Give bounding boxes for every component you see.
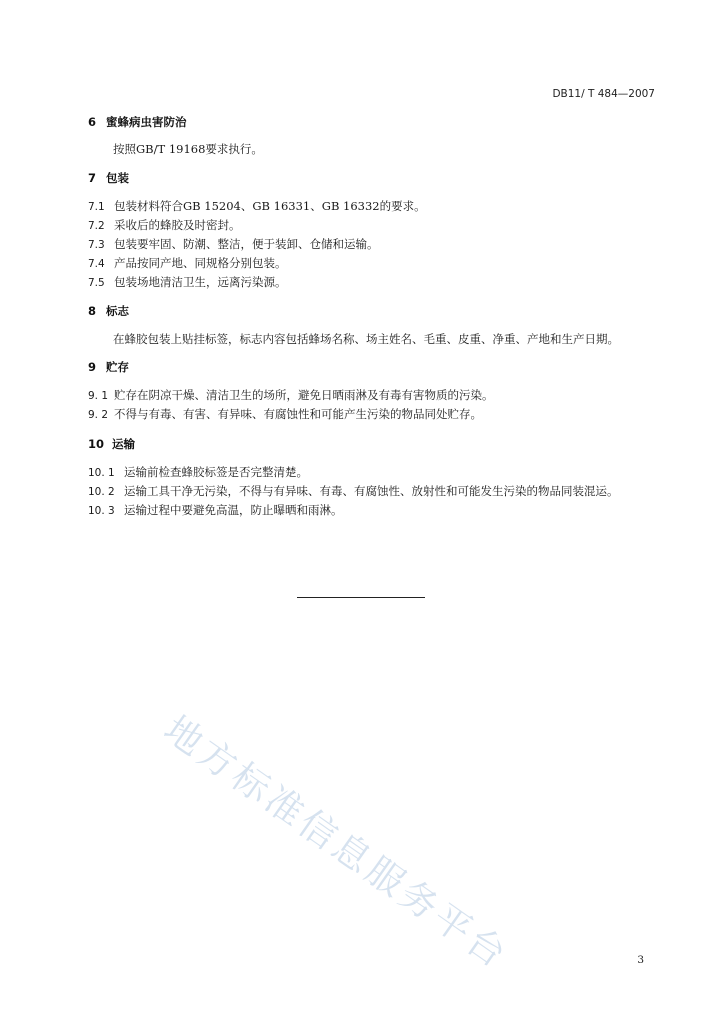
clause-number: 9. 2 [88, 409, 109, 421]
section-number: 8 [88, 304, 97, 318]
clause-number: 10. 3 [88, 505, 115, 517]
page-number: 3 [637, 954, 644, 966]
clause-7-1 [88, 198, 426, 214]
clause-text: 包装材料符合GB 15204、GB 16331、GB 16332的要求。 [114, 199, 426, 213]
clause-text: 运输工具干净无污染，不得与有异味、有毒、有腐蚀性、放射性和可能发生污染的物品同装混运。 [124, 484, 619, 498]
section-title: 包装 [106, 171, 129, 185]
section-6-heading [88, 114, 187, 130]
document-code: DB11/ T 484—2007 [552, 88, 655, 100]
section-title: 贮存 [106, 360, 129, 374]
clause-text: 不得与有毒、有害、有异味、有腐蚀性和可能产生污染的物品同处贮存。 [114, 407, 482, 421]
clause-number: 7.1 [88, 201, 105, 213]
clause-7-5 [88, 274, 287, 290]
clause-10-3 [88, 502, 343, 518]
clause-10-2 [88, 483, 619, 499]
clause-number: 7.3 [88, 239, 105, 251]
watermark-text: 地方标准信息服务平台 [156, 707, 517, 978]
section-6-body: 按照GB/T 19168要求执行。 [113, 142, 263, 156]
clause-number: 9. 1 [88, 390, 109, 402]
clause-text: 包装要牢固、防潮、整洁，便于装卸、仓储和运输。 [114, 237, 379, 251]
clause-text: 产品按同产地、同规格分别包装。 [114, 256, 287, 270]
clause-9-1 [88, 387, 494, 403]
clause-number: 10. 2 [88, 486, 115, 498]
clause-9-2 [88, 406, 482, 422]
section-9-heading [88, 359, 129, 375]
clause-text: 包装场地清洁卫生，远离污染源。 [114, 275, 287, 289]
section-number: 6 [88, 115, 97, 129]
clause-7-4 [88, 255, 287, 271]
section-8-body: 在蜂胶包装上贴挂标签，标志内容包括蜂场名称、场主姓名、毛重、皮重、净重、产地和生产日期。 [113, 332, 619, 346]
clause-text: 运输过程中要避免高温，防止曝晒和雨淋。 [124, 503, 343, 517]
clause-text: 采收后的蜂胶及时密封。 [114, 218, 241, 232]
section-number: 7 [88, 171, 97, 185]
section-title: 运输 [112, 437, 135, 451]
clause-number: 10. 1 [88, 467, 115, 479]
section-8-heading [88, 303, 129, 319]
section-title: 标志 [106, 304, 129, 318]
section-number: 9 [88, 360, 97, 374]
section-7-heading [88, 170, 129, 186]
clause-number: 7.4 [88, 258, 105, 270]
clause-number: 7.5 [88, 277, 105, 289]
section-number: 10 [88, 437, 105, 451]
clause-10-1 [88, 464, 308, 480]
clause-text: 贮存在阴凉干燥、清洁卫生的场所，避免日晒雨淋及有毒有害物质的污染。 [114, 388, 494, 402]
clause-7-2 [88, 217, 241, 233]
section-title: 蜜蜂病虫害防治 [106, 115, 187, 129]
end-of-document-rule [297, 597, 425, 598]
clause-text: 运输前检查蜂胶标签是否完整清楚。 [124, 465, 308, 479]
clause-7-3 [88, 236, 379, 252]
section-10-heading [88, 436, 135, 452]
clause-number: 7.2 [88, 220, 105, 232]
